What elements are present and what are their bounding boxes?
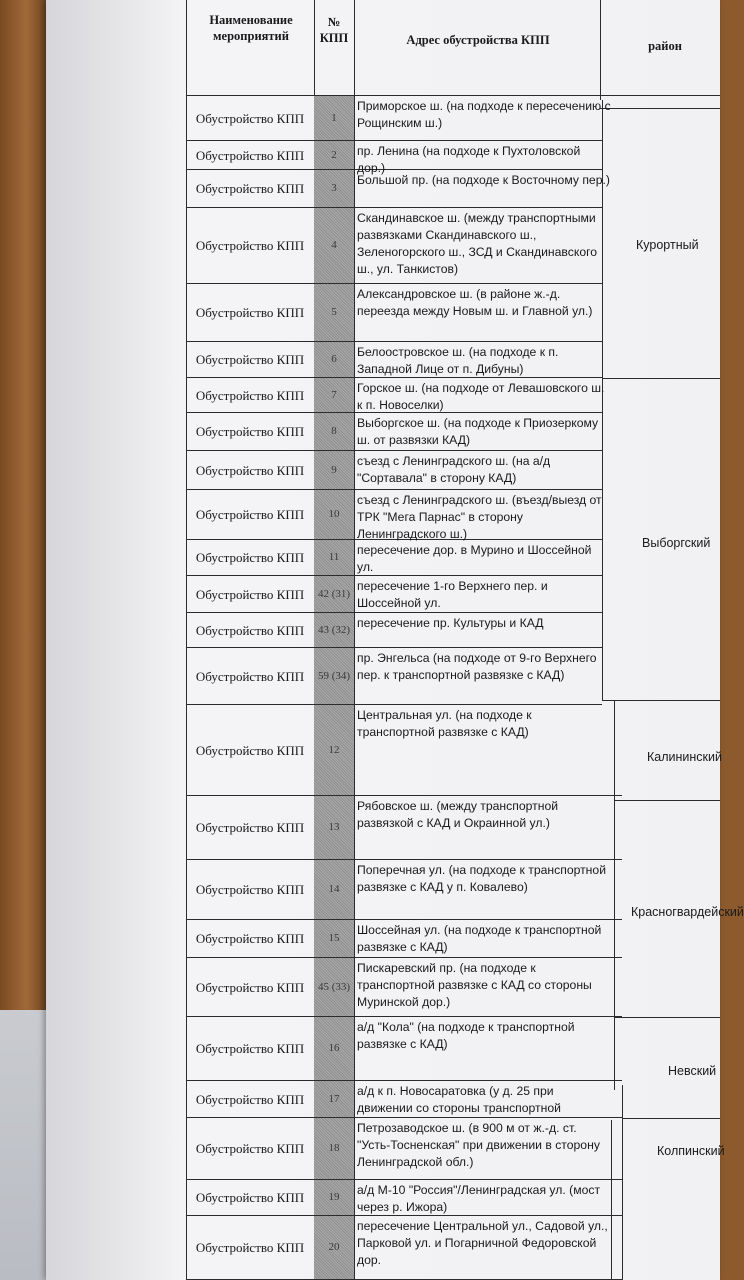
checkpoint-number-cell: 11 xyxy=(314,540,354,575)
district-divider xyxy=(614,1017,720,1018)
event-name-cell: Обустройство КПП xyxy=(195,147,305,163)
district-label: Колпинский xyxy=(657,1144,725,1158)
event-name-cell: Обустройство КПП xyxy=(195,882,305,897)
checkpoint-address-cell: пр. Энгельса (на подходе от 9-го Верхнего пер. к транспортной развязке с КАД) xyxy=(357,651,597,682)
checkpoint-address-cell: пересечение дор. в Мурино и Шоссейной ул. xyxy=(357,543,592,574)
checkpoint-address-cell: а/д М-10 "Россия"/Ленинградская ул. (мост через р. Ижора) xyxy=(357,1183,601,1214)
checkpoint-address-cell: Приморское ш. (на подходе к пересечению с Рощинским ш.) xyxy=(357,99,611,130)
checkpoint-address-cell: Горское ш. (на подходе от Левашовского ш. к п. Новоселки) xyxy=(357,381,605,412)
checkpoint-number-cell: 45 (33) xyxy=(314,958,354,1016)
checkpoint-number-cell: 17 xyxy=(314,1081,354,1117)
event-name-cell: Обустройство КПП xyxy=(195,238,305,253)
header-address: Адрес обустройства КПП xyxy=(406,33,550,47)
header-num: № КПП xyxy=(319,15,349,45)
event-name-cell: Обустройство КПП xyxy=(195,1091,305,1107)
event-name-cell: Обустройство КПП xyxy=(195,1041,305,1056)
event-name-cell: Обустройство КПП xyxy=(195,352,305,367)
district-divider xyxy=(602,700,720,701)
header-name: Наименование мероприятий xyxy=(209,13,293,43)
column-divider xyxy=(622,1085,623,1280)
checkpoint-number-cell: 43 (32) xyxy=(314,613,354,647)
checkpoint-number-cell: 12 xyxy=(314,705,354,795)
checkpoint-number-cell: 10 xyxy=(314,490,354,539)
checkpoint-address-cell: пересечение Центральной ул., Садовой ул., Парковой ул. и Погарничной Федоровской дор. xyxy=(357,1219,608,1267)
column-divider xyxy=(614,700,615,1090)
checkpoint-address-cell: Шоссейная ул. (на подходе к транспортной развязке с КАД) xyxy=(357,923,602,954)
event-name-cell: Обустройство КПП xyxy=(195,424,305,439)
event-name-cell: Обустройство КПП xyxy=(195,622,305,638)
checkpoint-number-cell: 13 xyxy=(314,796,354,859)
checkpoint-number-cell: 3 xyxy=(314,170,354,207)
checkpoint-address-cell: съезд с Ленинградского ш. (на а/д "Сортавала" в сторону КАД) xyxy=(357,454,551,485)
checkpoint-number-cell: 20 xyxy=(314,1216,354,1279)
event-name-cell: Обустройство КПП xyxy=(195,550,305,565)
checkpoint-address-cell: Выборгское ш. (на подходе к Приозеркому ш. от развязки КАД) xyxy=(357,416,599,447)
checkpoint-number-cell: 8 xyxy=(314,413,354,450)
checkpoint-address-cell: пересечение 1-го Верхнего пер. и Шоссейной ул. xyxy=(357,579,548,610)
district-label: Курортный xyxy=(636,238,699,252)
checkpoint-number-cell: 7 xyxy=(314,378,354,412)
checkpoint-number-cell: 15 xyxy=(314,920,354,957)
event-name-cell: Обустройство КПП xyxy=(195,979,305,995)
checkpoint-number-cell: 5 xyxy=(314,284,354,341)
event-name-cell: Обустройство КПП xyxy=(195,931,305,946)
checkpoint-number-cell: 14 xyxy=(314,860,354,919)
event-name-cell: Обустройство КПП xyxy=(195,1190,305,1205)
event-name-cell: Обустройство КПП xyxy=(195,668,305,684)
checkpoint-address-cell: Центральная ул. (на подходе к транспортной развязке с КАД) xyxy=(357,708,532,739)
event-name-cell: Обустройство КПП xyxy=(195,586,305,602)
event-name-cell: Обустройство КПП xyxy=(195,387,305,403)
checkpoint-number-cell: 19 xyxy=(314,1180,354,1215)
header-district: район xyxy=(648,39,682,53)
event-name-cell: Обустройство КПП xyxy=(195,1240,305,1255)
checkpoint-address-cell: пересечение пр. Культуры и КАД xyxy=(357,616,544,630)
checkpoint-address-cell: а/д "Кола" (на подходе к транспортной развязке с КАД) xyxy=(357,1020,575,1051)
page-shadow xyxy=(46,0,186,1280)
checkpoint-address-cell: пр. Ленина (на подходе к Пухтоловской дор.) xyxy=(357,144,581,175)
event-name-cell: Обустройство КПП xyxy=(195,742,305,758)
checkpoint-number-cell: 18 xyxy=(314,1118,354,1179)
checkpoint-address-cell: Белоостровское ш. (на подходе к п. Западной Лице от п. Дибуны) xyxy=(357,345,559,376)
checkpoint-number-cell: 2 xyxy=(314,141,354,169)
row-divider xyxy=(600,108,720,109)
event-name-cell: Обустройство КПП xyxy=(195,820,305,835)
event-name-cell: Обустройство КПП xyxy=(195,462,305,478)
district-divider xyxy=(602,378,720,379)
checkpoint-number-cell: 4 xyxy=(314,208,354,283)
checkpoint-number-cell: 1 xyxy=(314,96,354,140)
checkpoint-number-cell: 6 xyxy=(314,342,354,377)
district-divider xyxy=(614,800,720,801)
checkpoint-address-cell: Пискаревский пр. (на подходе к транспортной развязке с КАД со стороны Муринской дор.) xyxy=(357,961,592,1009)
checkpoint-address-cell: Большой пр. (на подходе к Восточному пер.) xyxy=(357,173,610,187)
district-divider xyxy=(622,1118,720,1119)
checkpoint-number-cell: 16 xyxy=(314,1017,354,1080)
district-label: Красногвардейский xyxy=(631,905,744,919)
checkpoint-address-cell: Александровское ш. (в районе ж.-д. переезда между Новым ш. и Главной ул.) xyxy=(357,287,593,318)
checkpoint-number-cell: 9 xyxy=(314,451,354,489)
checkpoint-address-cell: Рябовское ш. (между транспортной развязкой с КАД и Окраинной ул.) xyxy=(357,799,559,830)
district-label: Невский xyxy=(668,1064,717,1078)
event-name-cell: Обустройство КПП xyxy=(195,110,305,126)
checkpoint-address-cell: Скандинавское ш. (между транспортными развязками Скандинавского ш., Зеленогорского ш., ЗСД и Скандинавского ш., ул. Танкистов) xyxy=(357,211,598,276)
district-label: Калининский xyxy=(647,750,722,764)
event-name-cell: Обустройство КПП xyxy=(195,305,305,320)
checkpoint-address-cell: съезд с Ленинградского ш. (въезд/выезд от ТРК "Мега Парнас" в сторону Ленинградского ш.) xyxy=(357,493,602,541)
column-divider xyxy=(600,0,601,100)
event-name-cell: Обустройство КПП xyxy=(195,1141,305,1156)
checkpoint-number-cell: 59 (34) xyxy=(314,648,354,704)
checkpoint-address-cell: а/д к п. Новосаратовка (у д. 25 при движении со стороны транспортной xyxy=(357,1084,561,1115)
event-name-cell: Обустройство КПП xyxy=(195,181,305,196)
event-name-cell: Обустройство КПП xyxy=(195,507,305,522)
checkpoint-address-cell: Петрозаводское ш. (в 900 м от ж.-д. ст. "Усть-Тосненская" при движении в сторону Ленинградской обл.) xyxy=(357,1121,600,1169)
checkpoint-address-cell: Поперечная ул. (на подходе к транспортной развязке с КАД у п. Ковалево) xyxy=(357,863,607,894)
background-surface xyxy=(0,1010,48,1280)
district-label: Выборгский xyxy=(642,536,711,550)
checkpoint-number-cell: 42 (31) xyxy=(314,576,354,612)
